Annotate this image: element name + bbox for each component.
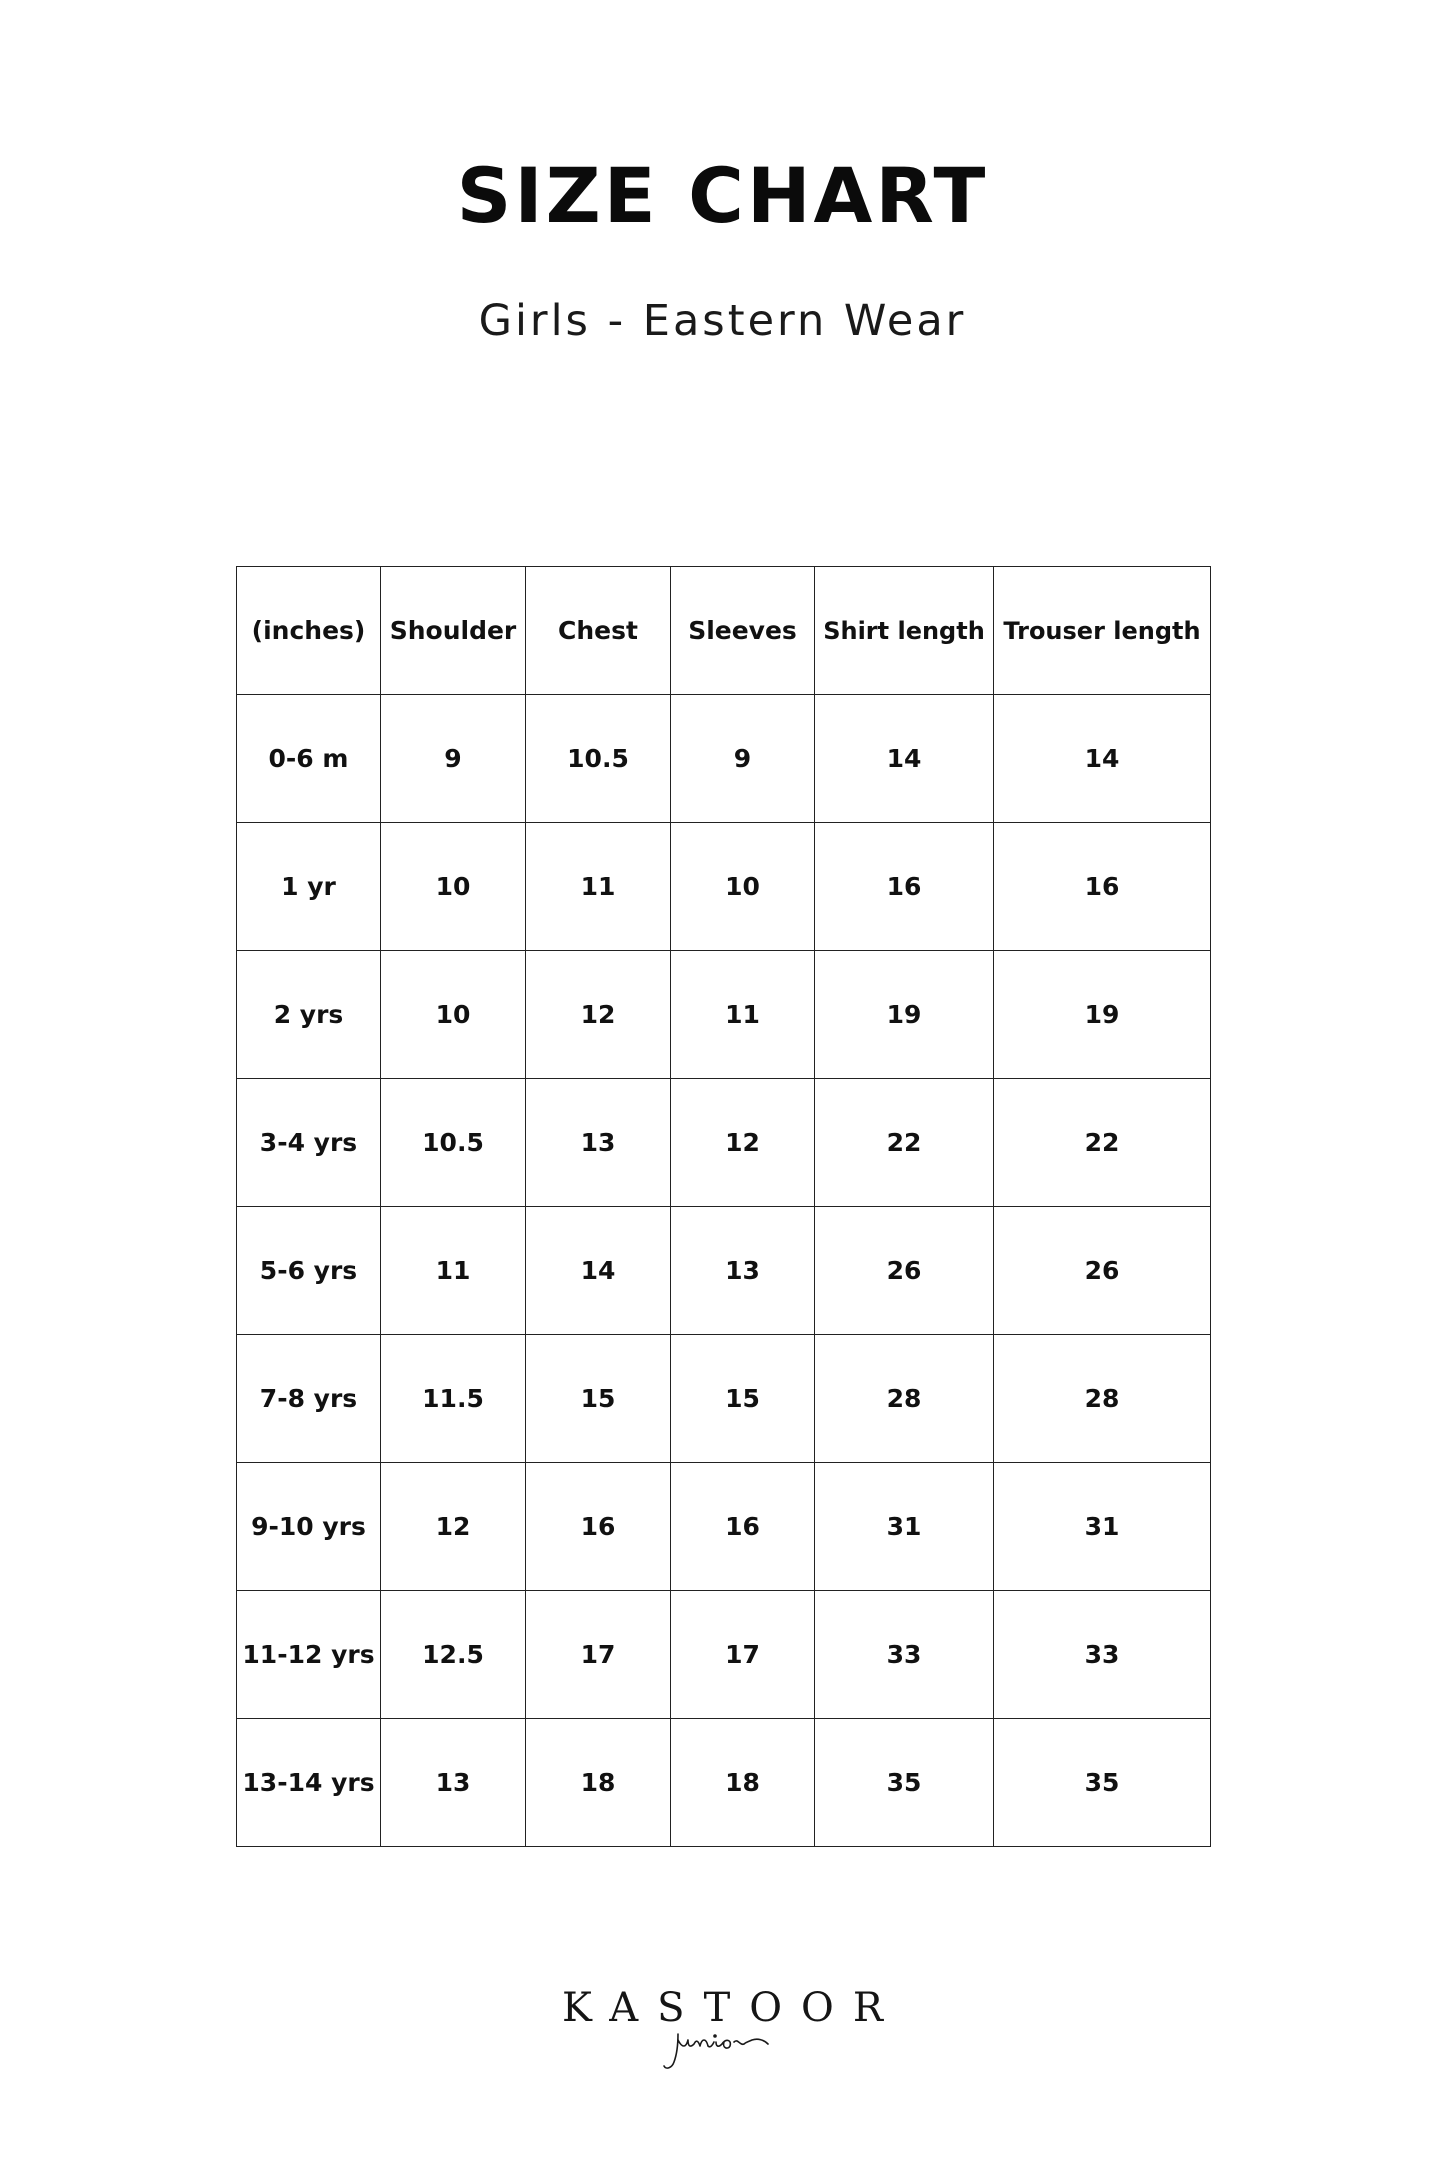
sleeves-cell: 11: [671, 951, 815, 1079]
shirt-length-cell: 28: [815, 1335, 994, 1463]
chest-cell: 15: [526, 1335, 671, 1463]
shirt-length-cell: 14: [815, 695, 994, 823]
table-row: [237, 1719, 1211, 1847]
shirt-length-cell: 26: [815, 1207, 994, 1335]
size-label-cell: 13-14 yrs: [237, 1719, 381, 1847]
shirt-length-cell: 16: [815, 823, 994, 951]
sleeves-cell: 13: [671, 1207, 815, 1335]
shoulder-cell: 13: [381, 1719, 526, 1847]
trouser-length-cell: 28: [994, 1335, 1211, 1463]
shirt-length-cell: 35: [815, 1719, 994, 1847]
shoulder-cell: 11.5: [381, 1335, 526, 1463]
sleeves-cell: 18: [671, 1719, 815, 1847]
chest-cell: 16: [526, 1463, 671, 1591]
size-label-cell: 3-4 yrs: [237, 1079, 381, 1207]
shoulder-cell: 12.5: [381, 1591, 526, 1719]
chest-cell: 10.5: [526, 695, 671, 823]
size-label-cell: 5-6 yrs: [237, 1207, 381, 1335]
size-label-cell: 0-6 m: [237, 695, 381, 823]
header-cell-sleeves: Sleeves: [671, 567, 815, 695]
trouser-length-cell: 14: [994, 695, 1211, 823]
shoulder-cell: 10: [381, 823, 526, 951]
header-cell-unit: (inches): [237, 567, 381, 695]
shoulder-cell: 12: [381, 1463, 526, 1591]
table-row: [237, 1463, 1211, 1591]
page-title: SIZE CHART: [456, 151, 989, 240]
table-row: [237, 1079, 1211, 1207]
chest-cell: 18: [526, 1719, 671, 1847]
sleeves-cell: 12: [671, 1079, 815, 1207]
sleeves-cell: 9: [671, 695, 815, 823]
trouser-length-cell: 22: [994, 1079, 1211, 1207]
header-cell-trouser-length: Trouser length: [994, 567, 1211, 695]
table-row: [237, 1591, 1211, 1719]
size-label-cell: 9-10 yrs: [237, 1463, 381, 1591]
table-row: [237, 823, 1211, 951]
trouser-length-cell: 33: [994, 1591, 1211, 1719]
header-cell-chest: Chest: [526, 567, 671, 695]
shirt-length-cell: 22: [815, 1079, 994, 1207]
brand-logo: [0, 1985, 1445, 2079]
shoulder-cell: 10: [381, 951, 526, 1079]
trouser-length-cell: 19: [994, 951, 1211, 1079]
page-subtitle: Girls - Eastern Wear: [478, 296, 967, 346]
header-cell-shoulder: Shoulder: [381, 567, 526, 695]
chest-cell: 14: [526, 1207, 671, 1335]
chest-cell: 17: [526, 1591, 671, 1719]
trouser-length-cell: 26: [994, 1207, 1211, 1335]
sleeves-cell: 15: [671, 1335, 815, 1463]
size-label-cell: 11-12 yrs: [237, 1591, 381, 1719]
trouser-length-cell: 16: [994, 823, 1211, 951]
logo-script-mark: [648, 2024, 798, 2074]
size-chart-table: [236, 566, 1211, 1847]
shirt-length-cell: 31: [815, 1463, 994, 1591]
shoulder-cell: 11: [381, 1207, 526, 1335]
chest-cell: 11: [526, 823, 671, 951]
table-row: [237, 1207, 1211, 1335]
size-label-cell: 1 yr: [237, 823, 381, 951]
sleeves-cell: 10: [671, 823, 815, 951]
table-header-row: [237, 567, 1211, 695]
table-row: [237, 951, 1211, 1079]
shirt-length-cell: 19: [815, 951, 994, 1079]
logo-script-junior: [0, 2024, 1445, 2079]
header-cell-shirt-length: Shirt length: [815, 567, 994, 695]
table-row: [237, 1335, 1211, 1463]
size-label-cell: 2 yrs: [237, 951, 381, 1079]
trouser-length-cell: 35: [994, 1719, 1211, 1847]
shoulder-cell: 9: [381, 695, 526, 823]
table-row: [237, 695, 1211, 823]
size-label-cell: 7-8 yrs: [237, 1335, 381, 1463]
chest-cell: 13: [526, 1079, 671, 1207]
logo-wordmark: KASTOOR: [562, 1985, 902, 2031]
shirt-length-cell: 33: [815, 1591, 994, 1719]
sleeves-cell: 16: [671, 1463, 815, 1591]
sleeves-cell: 17: [671, 1591, 815, 1719]
trouser-length-cell: 31: [994, 1463, 1211, 1591]
chest-cell: 12: [526, 951, 671, 1079]
shoulder-cell: 10.5: [381, 1079, 526, 1207]
